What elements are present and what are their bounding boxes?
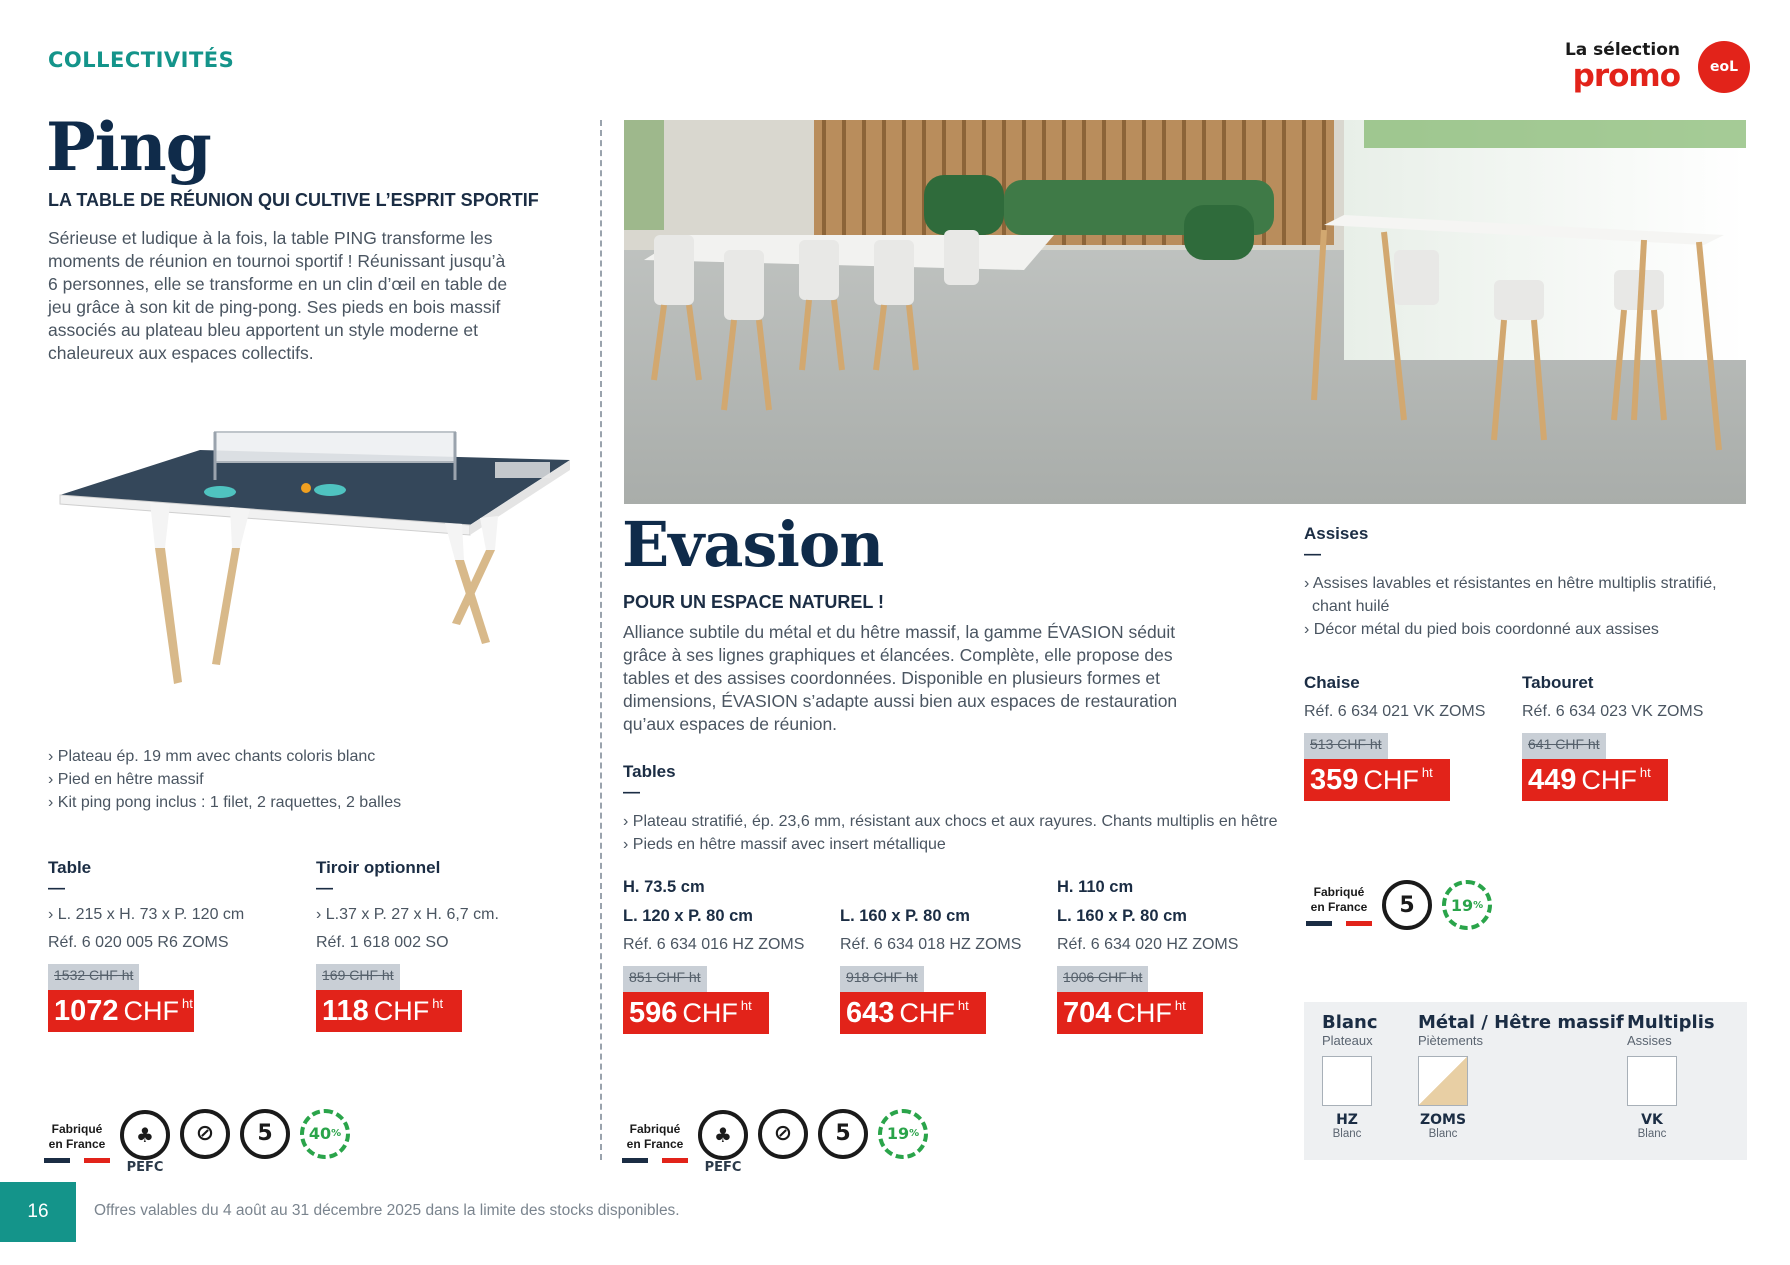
seating-heading: Assises <box>1304 524 1369 543</box>
price-ht: ht <box>1639 765 1651 780</box>
old-price: 1006 CHF ht <box>1057 966 1148 992</box>
price-currency: CHF <box>1116 997 1172 1028</box>
price-currency: CHF <box>123 995 180 1026</box>
recycled-value: 40 <box>308 1124 332 1143</box>
price-amount: 449 <box>1528 763 1577 796</box>
product-name: Tiroir optionnel <box>316 858 441 877</box>
price-currency: CHF <box>682 997 738 1028</box>
ping-subtitle: LA TABLE DE RÉUNION QUI CULTIVE L’ESPRIT SPORTIF <box>48 190 539 210</box>
new-price <box>48 990 194 1032</box>
pefc-text: PEFC <box>126 1160 164 1175</box>
table-dims: L. 160 x P. 80 cm <box>840 907 970 925</box>
footer-disclaimer: Offres valables du 4 août au 31 décembre 2025 dans la limite des stocks disponibles. <box>94 1202 680 1219</box>
price-amount: 118 <box>322 994 369 1027</box>
promo-logo-main: promo <box>1572 58 1680 94</box>
pefc-label <box>698 1110 748 1175</box>
seating-item-stool <box>1522 673 1703 801</box>
made-in-line2: en France <box>1310 899 1368 914</box>
new-price <box>316 990 462 1032</box>
promo-logo <box>1564 40 1750 96</box>
product-name: Table <box>48 858 92 877</box>
tables-dash: — <box>623 782 640 801</box>
price-currency: CHF <box>899 997 955 1028</box>
swatch-code: HZ <box>1336 1112 1358 1128</box>
tables-feature: › Plateau stratifié, ép. 23,6 mm, résistant aux chocs et aux rayures. Chants multiplis en hêtre <box>623 813 1278 830</box>
swatch-code-sub: Blanc <box>1637 1128 1667 1140</box>
seating-feature: chant huilé <box>1312 598 1390 615</box>
old-price: 851 CHF ht <box>623 966 707 992</box>
warranty-icon: 5 <box>240 1109 290 1159</box>
made-in-france-label <box>1306 885 1372 926</box>
price-currency: CHF <box>1581 764 1637 795</box>
warranty-icon: 5 <box>1382 880 1432 930</box>
france-flag-icon <box>1306 921 1372 926</box>
pefc-tree-icon: ♣ <box>120 1110 170 1160</box>
table-ref: Réf. 6 634 020 HZ ZOMS <box>1057 936 1239 953</box>
product-dash: — <box>48 878 65 897</box>
table-item-160-high <box>1057 907 1238 1034</box>
made-in-line1: Fabriqué <box>51 1122 103 1136</box>
old-price: 918 CHF ht <box>840 966 924 992</box>
swatch-square-metal-beech <box>1418 1056 1468 1106</box>
swatch-sub: Piètements <box>1418 1033 1484 1048</box>
price-amount: 643 <box>846 996 895 1029</box>
table-dims: L. 120 x P. 80 cm <box>623 907 753 925</box>
ping-product-table <box>48 858 244 1032</box>
product-dash: — <box>316 878 333 897</box>
made-in-line1: Fabriqué <box>1313 884 1365 899</box>
recycled-unit: % <box>331 1128 342 1139</box>
evasion-description-line: dimensions, ÉVASION s’adapte aussi bien aux espaces de restauration <box>623 691 1178 711</box>
new-price <box>1304 759 1450 801</box>
pefc-tree-icon: ♣ <box>698 1110 748 1160</box>
new-price <box>840 992 986 1034</box>
ping-features <box>48 745 401 814</box>
made-in-line2: en France <box>626 1137 684 1151</box>
swatch-multiplis <box>1627 1012 1715 1140</box>
seating-feature: › Assises lavables et résistantes en hêtre multiplis stratifié, <box>1304 575 1717 592</box>
table-item-160 <box>840 907 1021 1034</box>
table-ref: Réf. 6 634 018 HZ ZOMS <box>840 936 1022 953</box>
new-price <box>623 992 769 1034</box>
price-amount: 704 <box>1063 996 1112 1029</box>
price-ht: ht <box>740 998 752 1013</box>
ping-table-image <box>50 420 580 710</box>
product-ref: Réf. 6 020 005 R6 ZOMS <box>48 934 229 951</box>
evasion-scene-image <box>624 120 1746 504</box>
ping-description-line: moments de réunion en tournoi sportif ! Réunissant jusqu’à <box>48 251 506 271</box>
ping-product-drawer <box>316 858 499 1032</box>
price-ht: ht <box>182 996 193 1011</box>
ping-feature: › Pied en hêtre massif <box>48 771 204 788</box>
seating-labels <box>1306 880 1492 930</box>
ping-description-line: Sérieuse et ludique à la fois, la table PING transforme les <box>48 228 493 248</box>
swatch-sub: Plateaux <box>1322 1033 1373 1048</box>
recycled-value: 19 <box>886 1124 910 1143</box>
evasion-labels <box>622 1110 928 1175</box>
column-divider <box>600 120 602 1160</box>
ping-description-line: chaleureux aux espaces collectifs. <box>48 343 314 363</box>
price-amount: 1072 <box>54 994 119 1027</box>
ping-feature: › Kit ping pong inclus : 1 filet, 2 raquettes, 2 balles <box>48 794 402 811</box>
seating-ref: Réf. 6 634 021 VK ZOMS <box>1304 703 1486 720</box>
swatch-code: ZOMS <box>1419 1112 1467 1128</box>
recycled-unit: % <box>909 1128 920 1139</box>
price-ht: ht <box>1174 998 1186 1013</box>
tables-heading: Tables <box>623 762 676 781</box>
swatch-square-multiplis <box>1627 1056 1677 1106</box>
table-item-120 <box>623 907 804 1034</box>
old-price: 641 CHF ht <box>1522 733 1606 759</box>
seating-features <box>1304 572 1717 641</box>
product-dims: › L. 215 x H. 73 x P. 120 cm <box>48 906 245 923</box>
swatch-sub: Assises <box>1627 1033 1672 1048</box>
made-in-line2: en France <box>48 1137 106 1151</box>
made-in-line1: Fabriqué <box>629 1122 681 1136</box>
evasion-title: Evasion <box>622 508 884 581</box>
price-currency: CHF <box>373 995 430 1026</box>
swatch-title: Métal / Hêtre massif <box>1418 1012 1624 1033</box>
old-price: 513 CHF ht <box>1304 733 1388 759</box>
tables-height-1: H. 73.5 cm <box>623 878 705 896</box>
recycled-icon <box>878 1109 928 1159</box>
evasion-description-line: Alliance subtile du métal et du hêtre massif, la gamme ÉVASION séduit <box>623 622 1176 642</box>
swatch-code-sub: Blanc <box>1428 1128 1458 1140</box>
ping-title: Ping <box>46 108 211 186</box>
price-ht: ht <box>1421 765 1433 780</box>
swatch-title: Multiplis <box>1627 1012 1715 1033</box>
ping-description <box>48 227 568 365</box>
evasion-tables-section <box>623 762 1278 856</box>
price-ht: ht <box>432 996 444 1011</box>
evasion-seating-section <box>1304 524 1717 641</box>
recycled-value: 19 <box>1450 895 1474 915</box>
swatch-code-sub: Blanc <box>1332 1128 1362 1140</box>
page-number: 16 <box>0 1182 76 1242</box>
tables-height-2: H. 110 cm <box>1057 878 1134 896</box>
promo-badge: eoL <box>1698 41 1750 93</box>
swatch-metal-beech <box>1418 1012 1624 1140</box>
pefc-label <box>120 1110 170 1175</box>
new-price <box>1522 759 1668 801</box>
product-dims: › L.37 x P. 27 x H. 6,7 cm. <box>316 906 499 923</box>
ping-description-line: associés au plateau bleu apportent un style moderne et <box>48 320 479 340</box>
price-currency: CHF <box>1363 764 1419 795</box>
seating-ref: Réf. 6 634 023 VK ZOMS <box>1522 703 1704 720</box>
ping-feature: › Plateau ép. 19 mm avec chants coloris blanc <box>48 748 376 765</box>
swatch-square-white <box>1322 1056 1372 1106</box>
seating-name: Chaise <box>1304 673 1360 692</box>
evasion-description-line: qu’aux espaces de réunion. <box>623 714 838 734</box>
france-flag-icon <box>622 1158 688 1163</box>
price-amount: 359 <box>1310 763 1359 796</box>
warranty-icon: 5 <box>818 1109 868 1159</box>
old-price: 1532 CHF ht <box>48 964 139 990</box>
old-price: 169 CHF ht <box>316 964 400 990</box>
seating-name: Tabouret <box>1522 673 1594 692</box>
evasion-description <box>623 621 1243 736</box>
recycled-icon <box>300 1109 350 1159</box>
france-flag-icon <box>44 1158 110 1163</box>
evasion-subtitle: POUR UN ESPACE NATUREL ! <box>623 592 885 612</box>
evasion-photo <box>624 120 1746 504</box>
tables-feature: › Pieds en hêtre massif avec insert métallique <box>623 836 946 853</box>
seating-dash: — <box>1304 544 1321 563</box>
made-in-france-label <box>44 1122 110 1163</box>
new-price <box>1057 992 1203 1034</box>
ping-labels <box>44 1110 350 1175</box>
seating-item-chair <box>1304 673 1485 801</box>
color-swatches <box>1304 1002 1747 1160</box>
price-amount: 596 <box>629 996 678 1029</box>
recycled-unit: % <box>1473 899 1484 911</box>
no-pollutant-icon: ⊘ <box>758 1109 808 1159</box>
table-ref: Réf. 6 634 016 HZ ZOMS <box>623 936 805 953</box>
made-in-france-label <box>622 1122 688 1163</box>
ping-description-line: jeu grâce à son kit de ping-pong. Ses pieds en bois massif <box>48 297 501 317</box>
section-label: COLLECTIVITÉS <box>48 48 235 72</box>
swatch-white <box>1322 1012 1378 1140</box>
ping-description-line: 6 personnes, elle se transforme en un clin d’œil en table de <box>48 274 508 294</box>
promo-logo-top: La sélection <box>1564 40 1680 60</box>
product-ref: Réf. 1 618 002 SO <box>316 934 449 951</box>
evasion-description-line: tables et des assises coordonnées. Disponible en plusieurs formes et <box>623 668 1160 688</box>
no-pollutant-icon: ⊘ <box>180 1109 230 1159</box>
recycled-icon <box>1442 880 1492 930</box>
swatch-code: VK <box>1641 1112 1663 1128</box>
evasion-description-line: grâce à ses lignes graphiques et élancées. Complète, elle propose des <box>623 645 1173 665</box>
seating-feature: › Décor métal du pied bois coordonné aux assises <box>1304 621 1659 638</box>
swatch-title: Blanc <box>1322 1012 1378 1033</box>
pefc-text: PEFC <box>704 1160 742 1175</box>
tables-features <box>623 810 1278 856</box>
price-ht: ht <box>957 998 969 1013</box>
table-dims: L. 160 x P. 80 cm <box>1057 907 1187 925</box>
